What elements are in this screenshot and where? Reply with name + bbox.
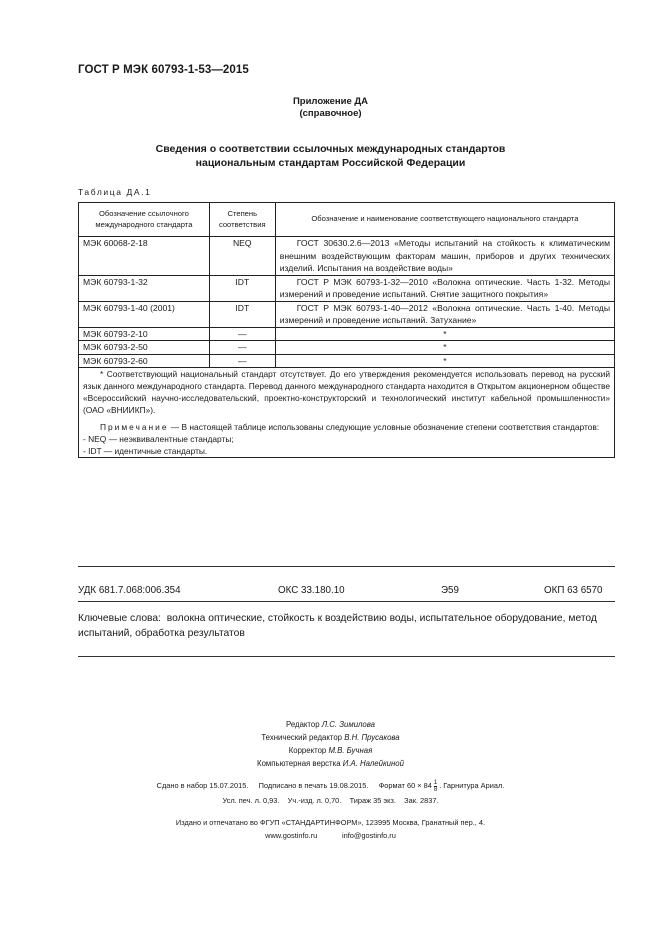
- table-footnote-cell: [79, 368, 615, 458]
- table-caption: Таблица ДА.1: [78, 187, 152, 197]
- note-label: Примечание: [100, 422, 169, 432]
- cell-national: ГОСТ Р МЭК 60793-1-40—2012 «Волокна оптические. Часть 1-40. Методы измерений и проведение испытаний. Затухание»: [275, 301, 614, 327]
- udk-code: УДК 681.7.068:006.354: [78, 585, 181, 596]
- credit-editor: Редактор Л.С. Зимилова: [286, 720, 375, 729]
- cell-national: ГОСТ Р МЭК 60793-1-32—2010 «Волокна оптические. Часть 1-32. Методы измерений и проведение испытаний. Снятие защитного покрытия»: [275, 275, 614, 301]
- publisher-contacts: [0, 829, 661, 843]
- document-code-header: ГОСТ Р МЭК 60793-1-53—2015: [78, 64, 249, 76]
- table-footnote: * Соответствующий национальный стандарт отсутствует. До его утверждения рекомендуется использовать перевод на русский язык данного международного стандарта. Перевод данного международного стандарта находится в Открытом акционерном обществе «Всероссийский научно-исследовательский, проектно-конструкторский и технологический институт кабельной промышленности» (ОАО «ВНИИКП»).: [83, 369, 610, 415]
- header-national-standard: Обозначение и наименование соответствующего национального стандарта: [275, 203, 614, 237]
- credit-corrector: Корректор М.В. Бучная: [288, 746, 373, 755]
- okp-code: ОКП 63 6570: [544, 585, 603, 596]
- conformity-table: [78, 202, 615, 458]
- publisher-website[interactable]: www.gostinfo.ru: [265, 831, 318, 840]
- cell-reference: МЭК 60793-1-40 (2001): [79, 301, 210, 327]
- keywords-label: Ключевые слова:: [78, 613, 161, 624]
- oks-code: ОКС 33.180.10: [278, 585, 345, 596]
- table-note: [83, 421, 610, 433]
- section-title-line1: Сведения о соответствии ссылочных международных стандартов: [155, 143, 506, 155]
- divider-middle: [78, 601, 615, 602]
- table-row: [79, 341, 615, 355]
- table-row: [79, 275, 615, 301]
- divider-bottom: [78, 656, 615, 657]
- format-fraction: $\frac{1}{8}$: [433, 779, 438, 793]
- cell-national: *: [275, 354, 614, 368]
- cell-degree: —: [209, 354, 275, 368]
- header-reference-standard: Обозначение ссылочного международного стандарта: [79, 203, 210, 237]
- credit-tech-editor: Технический редактор В.Н. Прусакова: [261, 733, 400, 742]
- cell-degree: IDT: [209, 275, 275, 301]
- table-row: [79, 327, 615, 341]
- cell-degree: NEQ: [209, 237, 275, 276]
- publisher-address: Издано и отпечатано во ФГУП «СТАНДАРТИНФОРМ», 123995 Москва, Гранатный пер., 4.: [175, 818, 486, 827]
- keywords-text: волокна оптические, стойкость к воздействию воды, испытательное оборудование, метод испытаний, обработка результатов: [78, 613, 597, 639]
- table-row: [79, 301, 615, 327]
- e-code: Э59: [441, 585, 459, 596]
- keywords: [78, 611, 618, 641]
- note-item: - NEQ — неэквивалентные стандарты;: [83, 434, 234, 444]
- table-row: [79, 354, 615, 368]
- cell-national: *: [275, 327, 614, 341]
- cell-degree: —: [209, 327, 275, 341]
- cell-reference: МЭК 60793-2-10: [79, 327, 210, 341]
- cell-reference: МЭК 60793-2-50: [79, 341, 210, 355]
- cell-degree: —: [209, 341, 275, 355]
- table-header-row: [79, 203, 615, 237]
- publishing-line1: Сдано в набор 15.07.2015. Подписано в печать 19.08.2015. Формат 60 × 84 $\frac{1}{8}$ . Гарнитура Ариал.: [156, 779, 505, 793]
- header-degree: Степень соответствия: [209, 203, 275, 237]
- annex-subtitle: (справочное): [299, 108, 362, 119]
- table-row: [79, 237, 615, 276]
- cell-national: ГОСТ 30630.2.6—2013 «Методы испытаний на стойкость к климатическим внешним воздействующим факторам машин, приборов и других технических изделий. Испытания на воздействие воды»: [275, 237, 614, 276]
- cell-degree: IDT: [209, 301, 275, 327]
- cell-reference: МЭК 60793-1-32: [79, 275, 210, 301]
- cell-reference: МЭК 60793-2-60: [79, 354, 210, 368]
- publisher-email[interactable]: info@gostinfo.ru: [341, 831, 396, 840]
- section-title-line2: национальным стандартам Российской Федерации: [195, 157, 466, 169]
- note-text: — В настоящей таблице использованы следующие условные обозначение степени соответствия стандартов:: [168, 422, 600, 432]
- cell-reference: МЭК 60068-2-18: [79, 237, 210, 276]
- publishing-line2: Усл. печ. л. 0,93. Уч.-изд. л. 0,70. Тираж 35 экз. Зак. 2837.: [222, 796, 439, 805]
- cell-national: *: [275, 341, 614, 355]
- annex-title: Приложение ДА: [292, 96, 369, 107]
- credit-layout: Компьютерная верстка И.А. Налейкиной: [257, 759, 404, 768]
- table-footnote-row: [79, 368, 615, 458]
- divider-top: [78, 566, 615, 567]
- note-item: - IDT — идентичные стандарты.: [83, 446, 208, 456]
